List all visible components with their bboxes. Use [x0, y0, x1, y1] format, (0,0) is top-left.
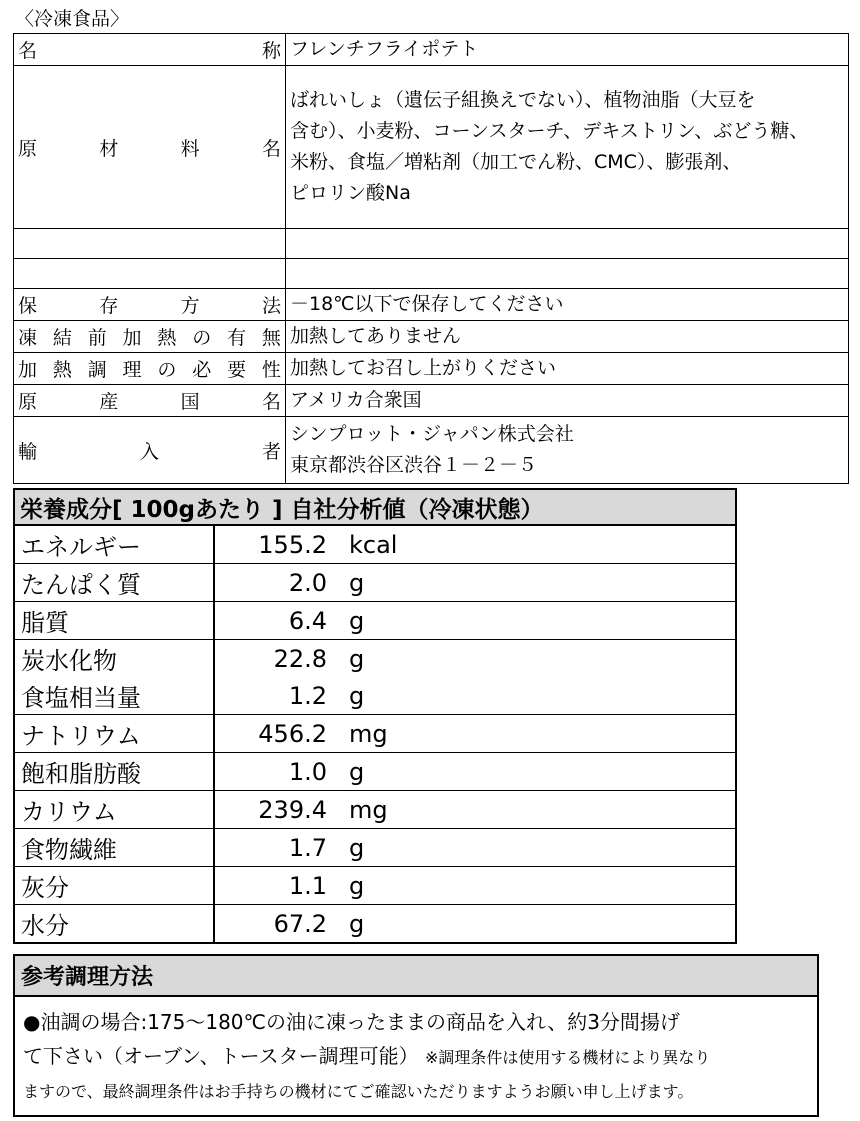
label-char: 方	[180, 295, 200, 317]
nutrition-row	[14, 602, 736, 640]
nutrition-row	[14, 640, 736, 678]
nutrition-value: 6.4	[214, 602, 335, 640]
label-value-line: 米粉、食塩／増粘剤（加工でん粉、CMC）、膨張剤、	[290, 151, 742, 173]
label-char: 必	[192, 359, 212, 381]
nutrition-value: 2.0	[214, 564, 335, 602]
nutrition-header: 栄養成分[ 100gあたり ] 自社分析値（冷凍状態）	[14, 489, 736, 525]
label-char: 有	[227, 327, 247, 349]
label-value-line: －18℃以下で保存してください	[290, 293, 564, 315]
label-row-name	[14, 34, 286, 66]
label-char: 輸	[18, 440, 38, 463]
cooking-line-2	[23, 1039, 809, 1075]
label-char: 産	[99, 391, 119, 413]
nutrition-name: 飽和脂肪酸	[14, 753, 214, 791]
cooking-header: 参考調理方法	[15, 956, 817, 997]
nutrition-name: 炭水化物	[14, 640, 214, 678]
nutrition-unit: mg	[335, 715, 736, 753]
nutrition-name: 灰分	[14, 867, 214, 905]
label-value-line: ピロリン酸Na	[290, 182, 411, 204]
category-label: 〈冷凍食品〉	[15, 8, 130, 30]
label-char: 入	[139, 440, 159, 463]
label-row-value	[286, 259, 849, 289]
label-row	[14, 353, 849, 385]
label-char: 材	[99, 137, 119, 160]
label-row-name-text	[14, 323, 285, 350]
label-row	[14, 34, 849, 66]
label-char: 法	[261, 295, 281, 317]
label-char: 熱	[52, 359, 72, 381]
nutrition-value: 456.2	[214, 715, 335, 753]
label-char: 加	[18, 359, 38, 381]
nutrition-value: 1.1	[214, 867, 335, 905]
nutrition-unit: g	[349, 909, 365, 938]
label-char: 者	[261, 440, 281, 463]
nutrition-unit: mg	[335, 791, 736, 829]
nutrition-row	[14, 867, 736, 905]
nutrition-name: エネルギー	[14, 525, 214, 564]
label-value-line: 東京都渋谷区渋谷１－２－５	[290, 454, 538, 476]
label-char: 無	[261, 327, 281, 349]
label-char: 要	[227, 359, 247, 381]
label-row	[14, 289, 849, 321]
nutrition-row	[14, 791, 736, 829]
nutrition-name: 水分	[14, 905, 214, 944]
nutrition-unit: g	[335, 677, 736, 715]
label-row-value	[286, 66, 849, 229]
label-row-name	[14, 321, 286, 353]
nutrition-unit: g	[335, 829, 736, 867]
nutrition-value: 1.2	[214, 677, 335, 715]
nutrition-name: カリウム	[14, 791, 214, 829]
nutrition-unit: g	[335, 753, 736, 791]
label-row-name	[14, 353, 286, 385]
label-row-value	[286, 385, 849, 417]
nutrition-table	[13, 488, 737, 944]
label-value-line: アメリカ合衆国	[290, 389, 422, 411]
nutrition-value: 22.8	[273, 644, 327, 673]
label-char: 名	[18, 40, 38, 62]
cooking-line-2-main: て下さい（オーブン、トースター調理可能）	[23, 1044, 419, 1068]
nutrition-row	[14, 715, 736, 753]
nutrition-value: 67.2	[273, 909, 327, 938]
nutrition-name: ナトリウム	[14, 715, 214, 753]
label-value-line: シンプロット・ジャパン株式会社	[290, 423, 574, 445]
label-char: 名	[261, 391, 281, 413]
label-row-value	[286, 34, 849, 66]
label-row-value	[286, 321, 849, 353]
label-row-name	[14, 289, 286, 321]
nutrition-name: 脂質	[14, 602, 214, 640]
nutrition-name: 食物繊維	[14, 829, 214, 867]
label-char: 理	[122, 359, 142, 381]
label-row-value	[286, 289, 849, 321]
nutrition-unit: g	[349, 644, 365, 673]
nutrition-value: 1.0	[214, 753, 335, 791]
label-row	[14, 385, 849, 417]
cooking-method-box	[13, 954, 819, 1117]
nutrition-value: 239.4	[214, 791, 335, 829]
label-char: の	[157, 359, 177, 381]
label-value-line: 加熱してありません	[290, 325, 462, 347]
cooking-body	[15, 997, 817, 1115]
nutrition-row	[14, 525, 736, 564]
label-row-value	[286, 229, 849, 259]
nutrition-row	[14, 677, 736, 715]
nutrition-value: 1.7	[214, 829, 335, 867]
label-row-value	[286, 417, 849, 484]
nutrition-row	[14, 905, 736, 944]
cooking-line-1: ●油調の場合:175～180℃の油に凍ったままの商品を入れ、約3分間揚げ	[23, 1010, 680, 1034]
label-char: 称	[261, 40, 281, 62]
nutrition-unit: g	[335, 602, 736, 640]
label-char: 名	[261, 137, 281, 160]
label-value-line: ばれいしょ（遺伝子組換えでない）、植物油脂（大豆を	[290, 89, 756, 111]
label-char: 存	[99, 295, 119, 317]
label-row-name	[14, 66, 286, 229]
cooking-line-3: ますので、最終調理条件はお手持ちの機材にてご確認いただりますようお願い申し上げます。	[23, 1082, 694, 1101]
label-row-name-text	[14, 387, 285, 414]
label-row-name	[14, 385, 286, 417]
nutrition-name: たんぱく質	[14, 564, 214, 602]
cooking-note: ※調理条件は使用する機材により異なり	[424, 1048, 711, 1067]
label-value-line: フレンチフライポテト	[290, 38, 479, 60]
label-char: 保	[18, 295, 38, 317]
label-row-name-text	[14, 291, 285, 318]
label-row-name-text	[14, 355, 285, 382]
nutrition-value: 155.2	[214, 525, 335, 564]
label-char: 原	[18, 137, 38, 160]
label-row-value	[286, 353, 849, 385]
nutrition-row	[14, 753, 736, 791]
nutrition-unit: kcal	[335, 525, 736, 564]
label-row	[14, 321, 849, 353]
label-row	[14, 229, 849, 259]
label-row	[14, 417, 849, 484]
label-char: 調	[87, 359, 107, 381]
nutrition-row	[14, 829, 736, 867]
label-char: 結	[52, 327, 72, 349]
label-row-name-text	[14, 437, 285, 464]
label-row-name	[14, 229, 286, 259]
label-char: 凍	[18, 327, 38, 349]
nutrition-unit: g	[335, 564, 736, 602]
nutrition-unit: g	[335, 867, 736, 905]
nutrition-row	[14, 564, 736, 602]
product-label-table	[13, 33, 849, 484]
label-row-name	[14, 417, 286, 484]
label-char: の	[192, 327, 212, 349]
label-char: 料	[180, 137, 200, 160]
label-char: 原	[18, 391, 38, 413]
label-value-line: 加熱してお召し上がりください	[290, 357, 557, 379]
label-row	[14, 259, 849, 289]
label-char: 前	[87, 327, 107, 349]
label-char: 性	[261, 359, 281, 381]
label-row	[14, 66, 849, 229]
label-char: 加	[122, 327, 142, 349]
label-row-name	[14, 259, 286, 289]
label-value-line: 含む）、小麦粉、コーンスターチ、デキストリン、ぶどう糖、	[290, 120, 809, 142]
label-char: 国	[180, 391, 200, 413]
label-row-name-text	[14, 36, 285, 63]
label-char: 熱	[157, 327, 177, 349]
label-row-name-text	[14, 134, 285, 161]
nutrition-name: 食塩相当量	[14, 677, 214, 715]
